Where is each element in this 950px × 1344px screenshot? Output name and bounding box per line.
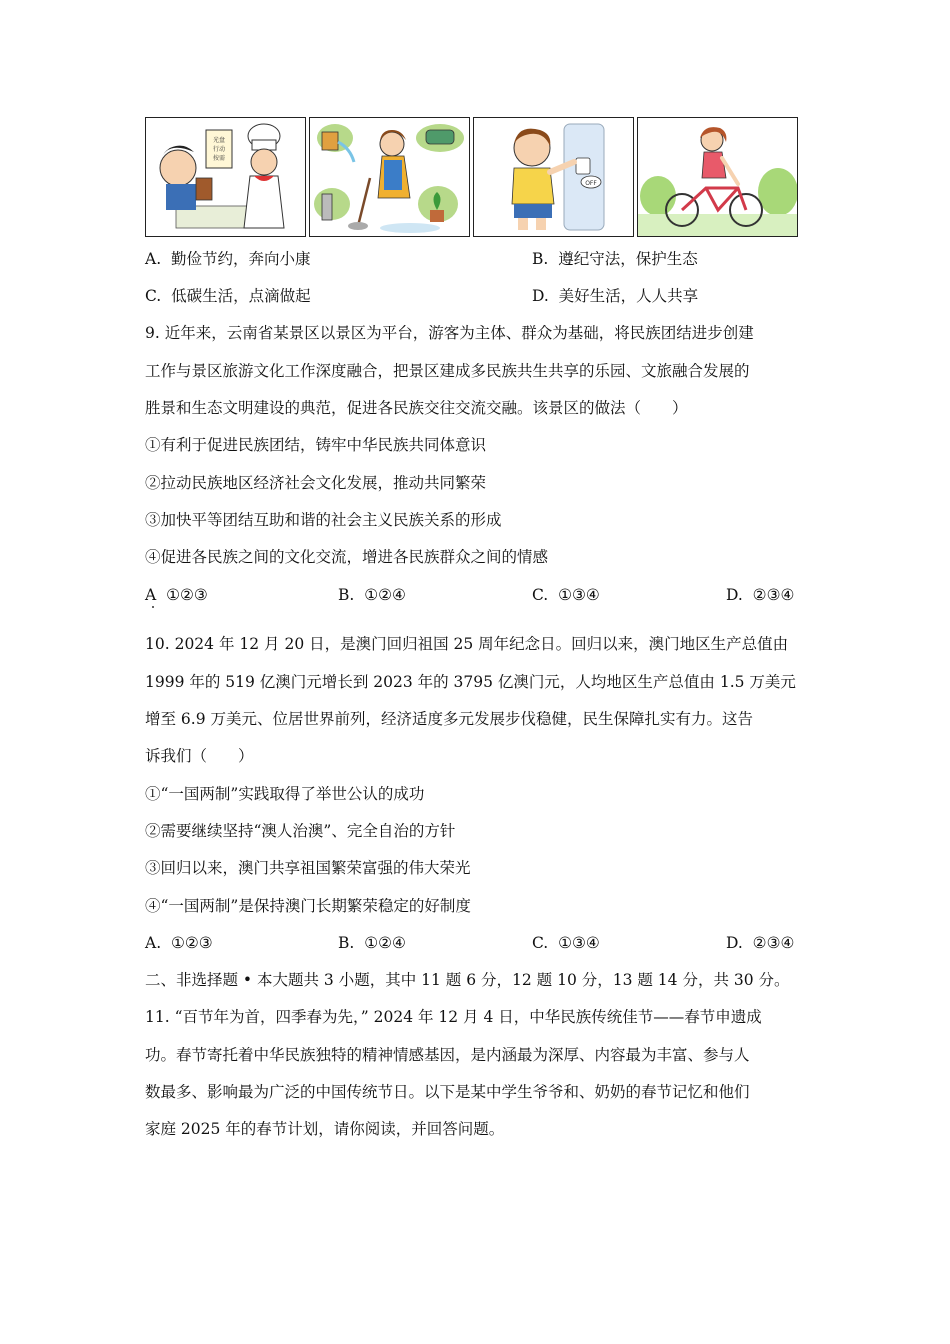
q11-stem-line-3: 数最多、影响最为广泛的中国传统节日。以下是某中学生爷爷和、奶奶的春节记忆和他们: [145, 1083, 750, 1101]
q9-option-b[interactable]: B. ①②④: [338, 586, 406, 604]
svg-text:按需: 按需: [212, 155, 226, 162]
q8-option-b[interactable]: B. 遵纪守法，保护生态: [532, 250, 698, 268]
q10-stem-line-4: 诉我们（ ）: [145, 747, 254, 765]
q9-statement-3: ③加快平等团结互助和谐的社会主义民族关系的形成: [145, 511, 502, 529]
q8-switch-label: OFF: [585, 180, 597, 187]
q9-statement-2: ②拉动民族地区经济社会文化发展，推动共同繁荣: [145, 474, 487, 492]
q10-stem-line-1: 10. 2024 年 12 月 20 日，是澳门回归祖国 25 周年纪念日。回归以来，澳门地区生产总值由: [145, 635, 789, 653]
q9-option-d[interactable]: D. ②③④: [726, 586, 795, 604]
q9-stem-line-3: 胜景和生态文明建设的典范，促进各民族交往交流交融。该景区的做法（ ）: [145, 399, 688, 417]
q11-stem-line-2: 功。春节寄托着中华民族独特的精神情感基因，是内涵最为深厚、内容最为丰富、参与人: [145, 1046, 750, 1064]
q9-statement-4: ④促进各民族之间的文化交流，增进各民族群众之间的情感: [145, 548, 549, 566]
woman-mopping-water-waste-icon: [309, 117, 470, 237]
q9-statement-1: ①有利于促进民族团结，铸牢中华民族共同体意识: [145, 436, 487, 454]
q8-option-d[interactable]: D. 美好生活，人人共享: [532, 287, 699, 305]
q8-sign-text: 光盘: [212, 137, 226, 144]
q10-stem-line-3: 增至 6.9 万美元、位居世界前列，经济适度多元发展步伐稳健，民生保障扎实有力。这告: [145, 710, 754, 728]
q11-stem-line-4: 家庭 2025 年的春节计划，请你阅读，并回答问题。: [145, 1120, 505, 1138]
q10-statement-2: ②需要继续坚持“澳人治澳”、完全自治的方针: [145, 822, 456, 840]
q9-option-a-dot: [152, 606, 154, 608]
q8-image-strip: [145, 117, 800, 237]
q10-statement-4: ④“一国两制”是保持澳门长期繁荣稳定的好制度: [145, 897, 471, 915]
q9-option-a[interactable]: A ①②③: [145, 586, 208, 604]
q10-statement-3: ③回归以来，澳门共享祖国繁荣富强的伟大荣光: [145, 859, 471, 877]
q11-stem-line-1: 11. “百节年为首，四季春为先，” 2024 年 12 月 4 日，中华民族传统佳节——春节申遗成: [145, 1008, 762, 1026]
dining-boy-chef-icon: [145, 117, 306, 237]
q8-option-c[interactable]: C. 低碳生活，点滴做起: [145, 287, 311, 305]
boy-switching-off-light-icon: [473, 117, 634, 237]
girl-riding-bicycle-icon: [637, 117, 798, 237]
q10-option-a[interactable]: A. ①②③: [145, 934, 213, 952]
q10-statement-1: ①“一国两制”实践取得了举世公认的成功: [145, 785, 425, 803]
q10-option-c[interactable]: C. ①③④: [532, 934, 600, 952]
q10-stem-line-2: 1999 年的 519 亿澳门元增长到 2023 年的 3795 亿澳门元，人均地区生产总值由 1.5 万美元: [145, 673, 796, 691]
svg-text:行动: 行动: [212, 146, 226, 153]
q10-option-b[interactable]: B. ①②④: [338, 934, 406, 952]
q9-stem-line-2: 工作与景区旅游文化工作深度融合，把景区建成多民族共生共享的乐园、文旅融合发展的: [145, 362, 750, 380]
q10-option-d[interactable]: D. ②③④: [726, 934, 795, 952]
q8-option-a[interactable]: A. 勤俭节约，奔向小康: [145, 250, 311, 268]
q9-option-c[interactable]: C. ①③④: [532, 586, 600, 604]
section-2-heading: 二、非选择题 • 本大题共 3 小题，其中 11 题 6 分，12 题 10 分，13 题 14 分，共 30 分。: [145, 971, 790, 989]
q9-stem-line-1: 9. 近年来，云南省某景区以景区为平台，游客为主体、群众为基础，将民族团结进步创建: [145, 324, 754, 342]
